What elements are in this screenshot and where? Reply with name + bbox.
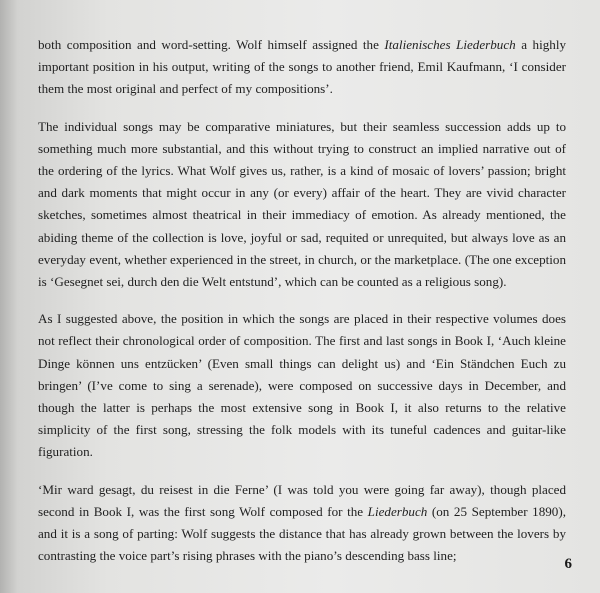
paragraph-4 <box>38 479 566 568</box>
paragraph-4-title-italic: Liederbuch <box>367 503 428 519</box>
paragraph-1 <box>38 34 566 101</box>
paragraph-1-title-italic: Italienisches Liederbuch <box>384 37 516 52</box>
page-fold-shadow <box>0 0 18 593</box>
paragraph-2-text: The individual songs may be comparative miniatures, but their seamless succession adds up to something much more substantial, and this without trying to construct an implied narrative out of the ordering of the lyrics. What Wolf gives us, rather, is a kind of mosaic of lovers’ passion; bright and dark moments that might occur in any (or every) affair of the heart. They are vivid character sketches, sometimes almost theatrical in their immediacy of emotion. As already mentioned, the abiding theme of the collection is love, joyful or sad, requited or unrequited, but always love as an everyday event, whether experienced in the street, in church, or the marketplace. (The one exception is ‘Gesegnet sei, durch den die Welt entstund’, which can be counted as a religious song). <box>38 118 566 290</box>
paragraph-1-text-a: both composition and word-setting. Wolf himself assigned the <box>38 37 385 52</box>
paragraph-4-text-b: (on 25 September 1890), and it is a song of parting: Wolf suggests the distance that has already grown between the lovers by contrasting the voice part’s rising phrases with the piano’s descending bass line; <box>38 503 566 564</box>
paragraph-3 <box>38 308 566 463</box>
body-text <box>38 34 566 567</box>
paragraph-2 <box>38 116 566 294</box>
paragraph-1-text-b: a highly important position in his output, writing of the songs to another friend, Emil Kaufmann, ‘I consider them the most original and perfect of my compositions’. <box>38 37 566 97</box>
paragraph-3-text: As I suggested above, the position in which the songs are placed in their respective volumes does not reflect their chronological order of composition. The first and last songs in Book I, ‘Auch kleine Dinge können uns entzücken’ (Even small things can delight us) and ‘Ein Ständchen Euch zu bringen’ (I’ve come to sing a serenade), were composed on successive days in December, and though the latter is perhaps the most extensive song in Book I, it also returns to the relative simplicity of the first song, stressing the folk models with its tuneful cadences and guitar-like figuration. <box>38 311 566 460</box>
page-number: 6 <box>564 556 572 572</box>
paragraph-4-text-a: ‘Mir ward gesagt, du reisest in die Ferne’ (I was told you were going far away), though placed second in Book I, was the first song Wolf composed for the <box>38 481 566 519</box>
